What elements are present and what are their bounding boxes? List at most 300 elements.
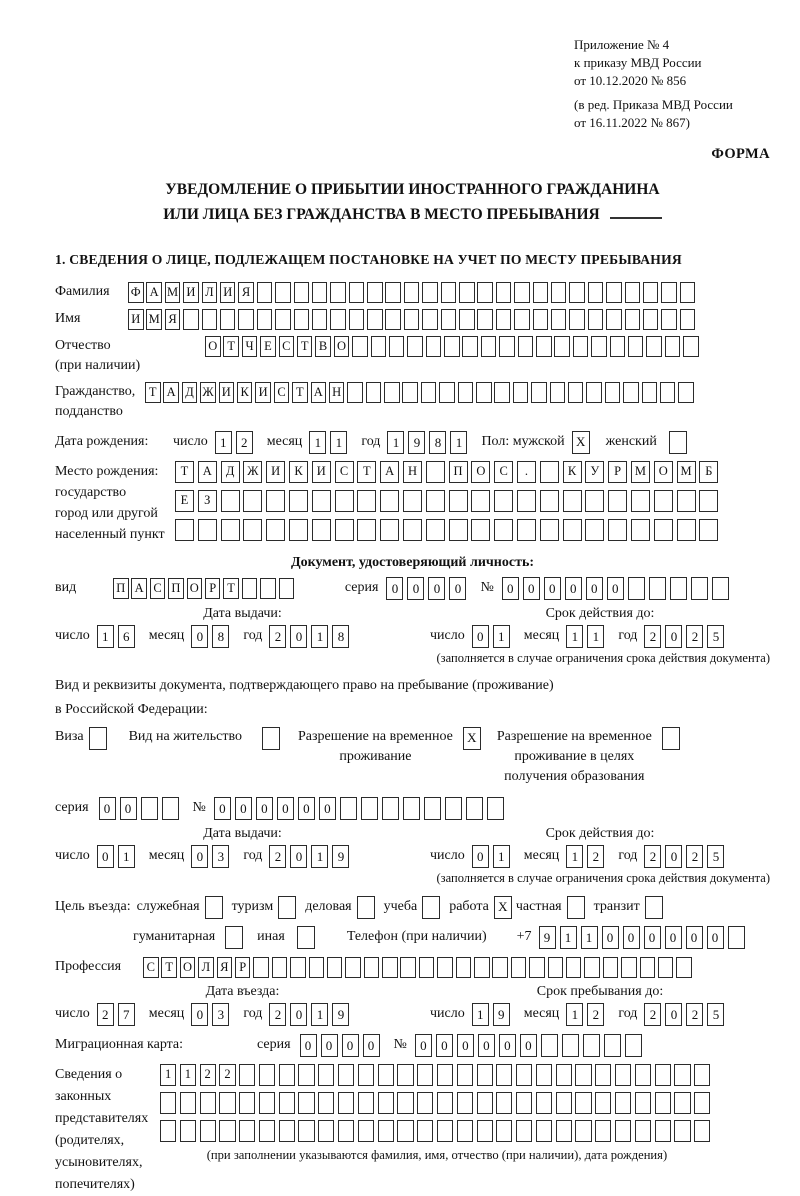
patronymic-cells[interactable] <box>205 336 702 357</box>
char-cell[interactable] <box>516 1064 532 1086</box>
char-cell[interactable]: 2 <box>686 845 703 868</box>
char-cell[interactable] <box>198 519 217 541</box>
char-cell[interactable] <box>494 382 510 403</box>
char-cell[interactable] <box>665 336 681 357</box>
char-cell[interactable]: 0 <box>277 797 294 820</box>
char-cell[interactable]: М <box>677 461 696 483</box>
char-cell[interactable] <box>655 1092 671 1114</box>
char-cell[interactable] <box>635 1120 651 1142</box>
residence-issue-month-cells[interactable] <box>191 845 233 868</box>
char-cell[interactable] <box>595 1064 611 1086</box>
char-cell[interactable] <box>260 578 276 599</box>
char-cell[interactable]: 0 <box>290 845 307 868</box>
char-cell[interactable] <box>575 1092 591 1114</box>
gender-male-checkbox[interactable]: X <box>572 431 590 454</box>
char-cell[interactable] <box>253 957 269 978</box>
char-cell[interactable]: 0 <box>321 1034 338 1057</box>
char-cell[interactable]: 2 <box>269 845 286 868</box>
char-cell[interactable] <box>615 1064 631 1086</box>
char-cell[interactable] <box>540 519 559 541</box>
char-cell[interactable] <box>349 309 365 330</box>
doc-kind-cells[interactable] <box>113 578 297 599</box>
char-cell[interactable] <box>403 490 422 512</box>
char-cell[interactable] <box>239 1092 255 1114</box>
char-cell[interactable]: 2 <box>200 1064 216 1086</box>
char-cell[interactable] <box>335 490 354 512</box>
char-cell[interactable]: А <box>198 461 217 483</box>
char-cell[interactable]: Я <box>238 282 254 303</box>
char-cell[interactable]: З <box>198 490 217 512</box>
char-cell[interactable]: 8 <box>332 625 349 648</box>
char-cell[interactable]: 1 <box>493 845 510 868</box>
char-cell[interactable]: 1 <box>309 431 326 454</box>
char-cell[interactable] <box>330 309 346 330</box>
char-cell[interactable] <box>471 490 490 512</box>
char-cell[interactable]: Р <box>205 578 221 599</box>
char-cell[interactable] <box>494 490 513 512</box>
purpose-study-checkbox[interactable] <box>422 896 440 919</box>
birth-month-cells[interactable] <box>309 431 351 454</box>
char-cell[interactable] <box>606 309 622 330</box>
char-cell[interactable]: О <box>334 336 350 357</box>
char-cell[interactable] <box>606 282 622 303</box>
char-cell[interactable] <box>378 1064 394 1086</box>
char-cell[interactable] <box>513 382 529 403</box>
char-cell[interactable] <box>699 519 718 541</box>
char-cell[interactable] <box>623 382 639 403</box>
char-cell[interactable] <box>699 490 718 512</box>
char-cell[interactable] <box>358 1064 374 1086</box>
char-cell[interactable] <box>345 957 361 978</box>
char-cell[interactable]: Т <box>223 578 239 599</box>
char-cell[interactable] <box>397 1120 413 1142</box>
char-cell[interactable] <box>327 957 343 978</box>
char-cell[interactable] <box>290 957 306 978</box>
char-cell[interactable] <box>357 490 376 512</box>
char-cell[interactable] <box>625 309 641 330</box>
char-cell[interactable]: О <box>187 578 203 599</box>
stay-day-cells[interactable] <box>472 1003 514 1026</box>
char-cell[interactable] <box>551 309 567 330</box>
char-cell[interactable] <box>385 309 401 330</box>
char-cell[interactable] <box>445 797 462 820</box>
char-cell[interactable]: 2 <box>587 845 604 868</box>
char-cell[interactable]: 2 <box>686 625 703 648</box>
char-cell[interactable]: О <box>471 461 490 483</box>
char-cell[interactable]: Н <box>329 382 345 403</box>
residence-permit-checkbox[interactable] <box>262 727 280 750</box>
char-cell[interactable] <box>585 490 604 512</box>
char-cell[interactable] <box>403 797 420 820</box>
char-cell[interactable]: 5 <box>707 845 724 868</box>
char-cell[interactable]: 1 <box>180 1064 196 1086</box>
char-cell[interactable] <box>180 1120 196 1142</box>
char-cell[interactable] <box>676 957 692 978</box>
char-cell[interactable] <box>422 309 438 330</box>
char-cell[interactable]: 0 <box>665 845 682 868</box>
char-cell[interactable]: 0 <box>436 1034 453 1057</box>
char-cell[interactable]: 1 <box>311 1003 328 1026</box>
char-cell[interactable] <box>499 336 515 357</box>
char-cell[interactable]: 8 <box>212 625 229 648</box>
char-cell[interactable]: 9 <box>332 845 349 868</box>
char-cell[interactable]: 9 <box>539 926 556 949</box>
char-cell[interactable]: 1 <box>215 431 232 454</box>
char-cell[interactable] <box>677 490 696 512</box>
char-cell[interactable]: 3 <box>212 845 229 868</box>
char-cell[interactable]: К <box>563 461 582 483</box>
char-cell[interactable] <box>694 1064 710 1086</box>
char-cell[interactable] <box>516 1120 532 1142</box>
char-cell[interactable]: П <box>168 578 184 599</box>
char-cell[interactable] <box>477 1092 493 1114</box>
char-cell[interactable] <box>160 1092 176 1114</box>
char-cell[interactable] <box>551 282 567 303</box>
residence-issue-day-cells[interactable] <box>97 845 139 868</box>
char-cell[interactable]: Я <box>217 957 233 978</box>
char-cell[interactable] <box>382 957 398 978</box>
char-cell[interactable]: В <box>315 336 331 357</box>
char-cell[interactable] <box>496 282 512 303</box>
purpose-humanitarian-checkbox[interactable] <box>225 926 243 949</box>
char-cell[interactable]: 0 <box>472 625 489 648</box>
char-cell[interactable]: 1 <box>493 625 510 648</box>
char-cell[interactable] <box>294 282 310 303</box>
char-cell[interactable]: 6 <box>118 625 135 648</box>
char-cell[interactable] <box>358 1092 374 1114</box>
char-cell[interactable] <box>318 1120 334 1142</box>
char-cell[interactable]: 1 <box>560 926 577 949</box>
char-cell[interactable] <box>518 336 534 357</box>
char-cell[interactable] <box>541 1034 558 1057</box>
char-cell[interactable] <box>608 490 627 512</box>
char-cell[interactable] <box>424 797 441 820</box>
char-cell[interactable] <box>660 382 676 403</box>
char-cell[interactable]: 5 <box>707 625 724 648</box>
char-cell[interactable]: 0 <box>523 577 540 600</box>
char-cell[interactable] <box>298 1120 314 1142</box>
char-cell[interactable] <box>298 1064 314 1086</box>
char-cell[interactable]: Т <box>297 336 313 357</box>
char-cell[interactable] <box>200 1092 216 1114</box>
char-cell[interactable] <box>487 797 504 820</box>
char-cell[interactable]: 2 <box>219 1064 235 1086</box>
residence-valid-day-cells[interactable] <box>472 845 514 868</box>
char-cell[interactable] <box>202 309 218 330</box>
char-cell[interactable]: О <box>205 336 221 357</box>
char-cell[interactable] <box>380 490 399 512</box>
temp-residence-checkbox[interactable]: X <box>463 727 481 750</box>
char-cell[interactable]: 9 <box>493 1003 510 1026</box>
char-cell[interactable] <box>516 1092 532 1114</box>
char-cell[interactable]: А <box>311 382 327 403</box>
char-cell[interactable]: А <box>163 382 179 403</box>
gender-female-checkbox[interactable] <box>669 431 687 454</box>
char-cell[interactable] <box>691 577 708 600</box>
char-cell[interactable]: 1 <box>581 926 598 949</box>
char-cell[interactable]: И <box>266 461 285 483</box>
char-cell[interactable] <box>371 336 387 357</box>
char-cell[interactable] <box>533 309 549 330</box>
migration-number-cells[interactable] <box>415 1034 646 1057</box>
given-name-cells[interactable] <box>128 309 698 330</box>
char-cell[interactable]: 1 <box>311 625 328 648</box>
char-cell[interactable] <box>585 519 604 541</box>
char-cell[interactable] <box>275 309 291 330</box>
char-cell[interactable]: И <box>128 309 144 330</box>
char-cell[interactable]: М <box>631 461 650 483</box>
char-cell[interactable]: С <box>279 336 295 357</box>
char-cell[interactable]: Н <box>403 461 422 483</box>
char-cell[interactable]: Т <box>292 382 308 403</box>
char-cell[interactable] <box>389 336 405 357</box>
char-cell[interactable]: И <box>220 282 236 303</box>
char-cell[interactable] <box>517 519 536 541</box>
char-cell[interactable] <box>649 577 666 600</box>
char-cell[interactable]: О <box>654 461 673 483</box>
char-cell[interactable]: Б <box>699 461 718 483</box>
char-cell[interactable] <box>221 490 240 512</box>
char-cell[interactable] <box>540 461 559 483</box>
char-cell[interactable] <box>562 1034 579 1057</box>
char-cell[interactable]: 1 <box>118 845 135 868</box>
char-cell[interactable] <box>437 957 453 978</box>
char-cell[interactable] <box>536 1064 552 1086</box>
char-cell[interactable] <box>631 519 650 541</box>
char-cell[interactable]: Р <box>235 957 251 978</box>
birthplace-row1-cells[interactable] <box>175 461 722 483</box>
doc-number-cells[interactable] <box>502 577 733 600</box>
char-cell[interactable] <box>338 1064 354 1086</box>
char-cell[interactable] <box>471 519 490 541</box>
char-cell[interactable] <box>220 309 236 330</box>
char-cell[interactable] <box>655 1064 671 1086</box>
char-cell[interactable] <box>575 1120 591 1142</box>
char-cell[interactable] <box>573 336 589 357</box>
char-cell[interactable] <box>477 282 493 303</box>
char-cell[interactable]: К <box>237 382 253 403</box>
char-cell[interactable] <box>458 382 474 403</box>
char-cell[interactable] <box>162 797 179 820</box>
char-cell[interactable] <box>674 1064 690 1086</box>
char-cell[interactable] <box>417 1120 433 1142</box>
char-cell[interactable] <box>533 282 549 303</box>
char-cell[interactable] <box>312 282 328 303</box>
char-cell[interactable] <box>604 1034 621 1057</box>
char-cell[interactable]: 0 <box>191 625 208 648</box>
char-cell[interactable]: 0 <box>290 1003 307 1026</box>
char-cell[interactable] <box>615 1092 631 1114</box>
char-cell[interactable] <box>481 336 497 357</box>
doc-series-cells[interactable] <box>386 577 470 600</box>
char-cell[interactable] <box>635 1064 651 1086</box>
doc-issue-month-cells[interactable] <box>191 625 233 648</box>
char-cell[interactable] <box>569 309 585 330</box>
char-cell[interactable]: 2 <box>269 1003 286 1026</box>
char-cell[interactable]: И <box>255 382 271 403</box>
char-cell[interactable]: 0 <box>665 1003 682 1026</box>
representatives-row1-cells[interactable] <box>160 1064 714 1086</box>
citizenship-cells[interactable] <box>145 382 697 403</box>
char-cell[interactable] <box>361 797 378 820</box>
char-cell[interactable] <box>382 797 399 820</box>
char-cell[interactable]: 1 <box>97 625 114 648</box>
char-cell[interactable] <box>294 309 310 330</box>
char-cell[interactable]: К <box>289 461 308 483</box>
purpose-private-checkbox[interactable] <box>567 896 585 919</box>
char-cell[interactable]: П <box>113 578 129 599</box>
char-cell[interactable] <box>595 1092 611 1114</box>
char-cell[interactable] <box>340 797 357 820</box>
char-cell[interactable]: 0 <box>415 1034 432 1057</box>
char-cell[interactable] <box>550 382 566 403</box>
char-cell[interactable] <box>347 382 363 403</box>
char-cell[interactable] <box>257 309 273 330</box>
char-cell[interactable] <box>309 957 325 978</box>
char-cell[interactable]: О <box>180 957 196 978</box>
char-cell[interactable] <box>603 957 619 978</box>
purpose-transit-checkbox[interactable] <box>645 896 663 919</box>
char-cell[interactable] <box>728 926 745 949</box>
char-cell[interactable] <box>183 309 199 330</box>
char-cell[interactable]: С <box>494 461 513 483</box>
char-cell[interactable] <box>631 490 650 512</box>
char-cell[interactable]: П <box>449 461 468 483</box>
char-cell[interactable]: 1 <box>587 625 604 648</box>
char-cell[interactable] <box>536 1092 552 1114</box>
char-cell[interactable] <box>330 282 346 303</box>
entry-month-cells[interactable] <box>191 1003 233 1026</box>
residence-valid-month-cells[interactable] <box>566 845 608 868</box>
char-cell[interactable]: 1 <box>566 625 583 648</box>
char-cell[interactable] <box>335 519 354 541</box>
char-cell[interactable] <box>556 1120 572 1142</box>
char-cell[interactable]: 0 <box>586 577 603 600</box>
char-cell[interactable] <box>259 1064 275 1086</box>
char-cell[interactable] <box>400 957 416 978</box>
char-cell[interactable] <box>403 519 422 541</box>
char-cell[interactable] <box>279 1092 295 1114</box>
char-cell[interactable]: Л <box>202 282 218 303</box>
char-cell[interactable] <box>477 309 493 330</box>
char-cell[interactable] <box>635 1092 651 1114</box>
char-cell[interactable] <box>680 282 696 303</box>
char-cell[interactable]: 0 <box>520 1034 537 1057</box>
char-cell[interactable] <box>200 1120 216 1142</box>
char-cell[interactable]: С <box>274 382 290 403</box>
char-cell[interactable]: 0 <box>298 797 315 820</box>
char-cell[interactable]: 3 <box>212 1003 229 1026</box>
residence-valid-year-cells[interactable] <box>644 845 728 868</box>
char-cell[interactable] <box>378 1092 394 1114</box>
char-cell[interactable]: М <box>165 282 181 303</box>
char-cell[interactable] <box>275 282 291 303</box>
char-cell[interactable] <box>683 336 699 357</box>
residence-issue-year-cells[interactable] <box>269 845 353 868</box>
char-cell[interactable] <box>621 957 637 978</box>
char-cell[interactable]: 0 <box>502 577 519 600</box>
char-cell[interactable] <box>625 282 641 303</box>
char-cell[interactable]: Е <box>260 336 276 357</box>
char-cell[interactable] <box>358 1120 374 1142</box>
char-cell[interactable]: 2 <box>686 1003 703 1026</box>
char-cell[interactable] <box>575 1064 591 1086</box>
char-cell[interactable] <box>439 382 455 403</box>
char-cell[interactable] <box>437 1092 453 1114</box>
purpose-official-checkbox[interactable] <box>205 896 223 919</box>
char-cell[interactable] <box>318 1064 334 1086</box>
char-cell[interactable] <box>298 1092 314 1114</box>
char-cell[interactable]: Т <box>175 461 194 483</box>
char-cell[interactable]: М <box>146 309 162 330</box>
char-cell[interactable] <box>661 309 677 330</box>
residence-series-cells[interactable] <box>99 797 183 820</box>
char-cell[interactable] <box>642 382 658 403</box>
char-cell[interactable]: А <box>146 282 162 303</box>
char-cell[interactable] <box>141 797 158 820</box>
char-cell[interactable] <box>646 336 662 357</box>
char-cell[interactable] <box>279 1064 295 1086</box>
char-cell[interactable]: 0 <box>214 797 231 820</box>
char-cell[interactable]: 2 <box>269 625 286 648</box>
char-cell[interactable] <box>640 957 656 978</box>
char-cell[interactable] <box>712 577 729 600</box>
char-cell[interactable]: 0 <box>191 1003 208 1026</box>
char-cell[interactable]: 0 <box>499 1034 516 1057</box>
stay-month-cells[interactable] <box>566 1003 608 1026</box>
char-cell[interactable] <box>259 1120 275 1142</box>
char-cell[interactable] <box>615 1120 631 1142</box>
char-cell[interactable] <box>459 309 475 330</box>
char-cell[interactable]: 0 <box>120 797 137 820</box>
char-cell[interactable]: 0 <box>407 577 424 600</box>
char-cell[interactable] <box>239 1120 255 1142</box>
char-cell[interactable]: И <box>183 282 199 303</box>
char-cell[interactable]: Я <box>165 309 181 330</box>
char-cell[interactable] <box>476 382 492 403</box>
migration-series-cells[interactable] <box>300 1034 384 1057</box>
char-cell[interactable] <box>404 309 420 330</box>
doc-issue-day-cells[interactable] <box>97 625 139 648</box>
char-cell[interactable] <box>494 519 513 541</box>
char-cell[interactable] <box>449 490 468 512</box>
char-cell[interactable]: С <box>150 578 166 599</box>
char-cell[interactable] <box>243 490 262 512</box>
char-cell[interactable]: Ф <box>128 282 144 303</box>
char-cell[interactable] <box>584 957 600 978</box>
char-cell[interactable] <box>591 336 607 357</box>
char-cell[interactable]: 0 <box>472 845 489 868</box>
char-cell[interactable]: 0 <box>602 926 619 949</box>
char-cell[interactable] <box>517 490 536 512</box>
char-cell[interactable]: Ч <box>242 336 258 357</box>
representatives-row3-cells[interactable] <box>160 1120 714 1142</box>
char-cell[interactable] <box>257 282 273 303</box>
char-cell[interactable]: 1 <box>566 845 583 868</box>
char-cell[interactable] <box>556 1092 572 1114</box>
char-cell[interactable] <box>529 957 545 978</box>
char-cell[interactable]: 0 <box>707 926 724 949</box>
char-cell[interactable] <box>496 1092 512 1114</box>
char-cell[interactable] <box>397 1064 413 1086</box>
char-cell[interactable]: Л <box>198 957 214 978</box>
char-cell[interactable]: С <box>143 957 159 978</box>
entry-year-cells[interactable] <box>269 1003 353 1026</box>
char-cell[interactable]: 0 <box>644 926 661 949</box>
char-cell[interactable] <box>238 309 254 330</box>
char-cell[interactable] <box>266 490 285 512</box>
char-cell[interactable] <box>426 490 445 512</box>
